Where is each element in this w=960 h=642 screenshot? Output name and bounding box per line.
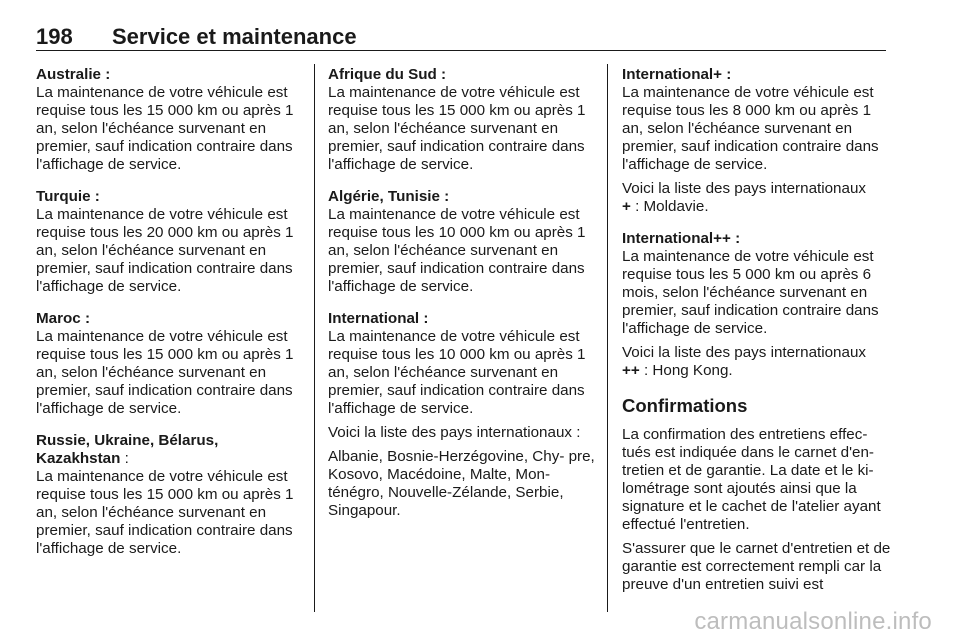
section-text: La maintenance de votre véhicule est requise tous les 15 000 km ou après 1 an, selon l'échéance survenant en premier, sauf indication contraire dans l'affichage de service. [328, 84, 586, 173]
heading-colon: : [120, 450, 129, 467]
country-names: : Hong Kong. [639, 362, 733, 379]
section-turquie [36, 188, 306, 296]
section-text: La maintenance de votre véhicule est requise tous les 15 000 km ou après 1 an, selon l'échéance survenant en premier, sauf indication contraire dans l'affichage de service. [36, 84, 294, 173]
confirmations-heading: Confirmations [622, 395, 748, 416]
country-list: Albanie, Bosnie-Herzégovine, Chy- pre, Kosovo, Macédoine, Malte, Mon- ténégro, Nouvelle-Zélande, Serbie, Singapour. [328, 448, 595, 519]
section-international-plusplus [622, 230, 892, 380]
section-heading: Australie : [36, 66, 111, 83]
section-russie [36, 432, 306, 558]
country-list-intro: Voici la liste des pays internationaux [622, 180, 866, 197]
section-afrique-du-sud [328, 66, 598, 174]
section-heading [36, 432, 306, 468]
country-group-symbol: + [622, 198, 631, 215]
section-confirmations [622, 394, 892, 594]
country-list [622, 362, 892, 380]
column-divider-2 [607, 64, 608, 612]
column-divider-1 [314, 64, 315, 612]
section-heading: International++ : [622, 230, 741, 247]
section-heading: Maroc : [36, 310, 91, 327]
header-rule [36, 50, 886, 51]
section-text: La maintenance de votre véhicule est requise tous les 10 000 km ou après 1 an, selon l'échéance survenant en premier, sauf indication contraire dans l'affichage de service. [328, 328, 586, 417]
country-group-symbol: ++ [622, 362, 640, 379]
country-list [622, 198, 892, 216]
section-text: La maintenance de votre véhicule est requise tous les 20 000 km ou après 1 an, selon l'échéance survenant en premier, sauf indication contraire dans l'affichage de service. [36, 206, 294, 295]
section-heading: International+ : [622, 66, 732, 83]
column-1 [36, 66, 306, 572]
section-heading: Turquie : [36, 188, 100, 205]
page-number: 198 [36, 24, 73, 49]
section-heading: Afrique du Sud : [328, 66, 447, 83]
page-title: Service et maintenance [112, 24, 357, 49]
section-heading: Algérie, Tunisie : [328, 188, 450, 205]
section-text: La maintenance de votre véhicule est requise tous les 10 000 km ou après 1 an, selon l'échéance survenant en premier, sauf indication contraire dans l'affichage de service. [328, 206, 586, 295]
confirmations-text-2: S'assurer que le carnet d'entretien et de garantie est correctement rempli car la preuve d'un entretien suivi est [622, 540, 891, 593]
section-text: La maintenance de votre véhicule est requise tous les 5 000 km ou après 6 mois, selon l'échéance survenant en premier, sauf indication contraire dans l'affichage de service. [622, 248, 879, 337]
column-2 [328, 66, 598, 534]
country-list-intro: Voici la liste des pays internationaux : [328, 424, 581, 441]
section-australie [36, 66, 306, 174]
page-header [36, 22, 886, 52]
section-text: La maintenance de votre véhicule est requise tous les 15 000 km ou après 1 an, selon l'échéance survenant en premier, sauf indication contraire dans l'affichage de service. [36, 468, 294, 557]
section-heading: International : [328, 310, 429, 327]
section-international-plus [622, 66, 892, 216]
section-international [328, 310, 598, 520]
column-3 [622, 66, 892, 594]
section-algerie-tunisie [328, 188, 598, 296]
heading-line-1: Russie, Ukraine, Bélarus, [36, 432, 219, 449]
section-text: La maintenance de votre véhicule est requise tous les 8 000 km ou après 1 an, selon l'échéance survenant en premier, sauf indication contraire dans l'affichage de service. [622, 84, 879, 173]
heading-line-2: Kazakhstan [36, 450, 121, 467]
watermark: carmanualsonline.info [694, 608, 932, 635]
confirmations-text-1: La confirmation des entretiens effec- tués est indiquée dans le carnet d'en- tretien et de garantie. La date et le ki- lométrage sont ajoutés ainsi que la signature et le cachet de l'atelier ayant effectué l'entretien. [622, 426, 881, 533]
country-list-intro: Voici la liste des pays internationaux [622, 344, 866, 361]
country-names: : Moldavie. [630, 198, 709, 215]
section-maroc [36, 310, 306, 418]
section-text: La maintenance de votre véhicule est requise tous les 15 000 km ou après 1 an, selon l'échéance survenant en premier, sauf indication contraire dans l'affichage de service. [36, 328, 294, 417]
